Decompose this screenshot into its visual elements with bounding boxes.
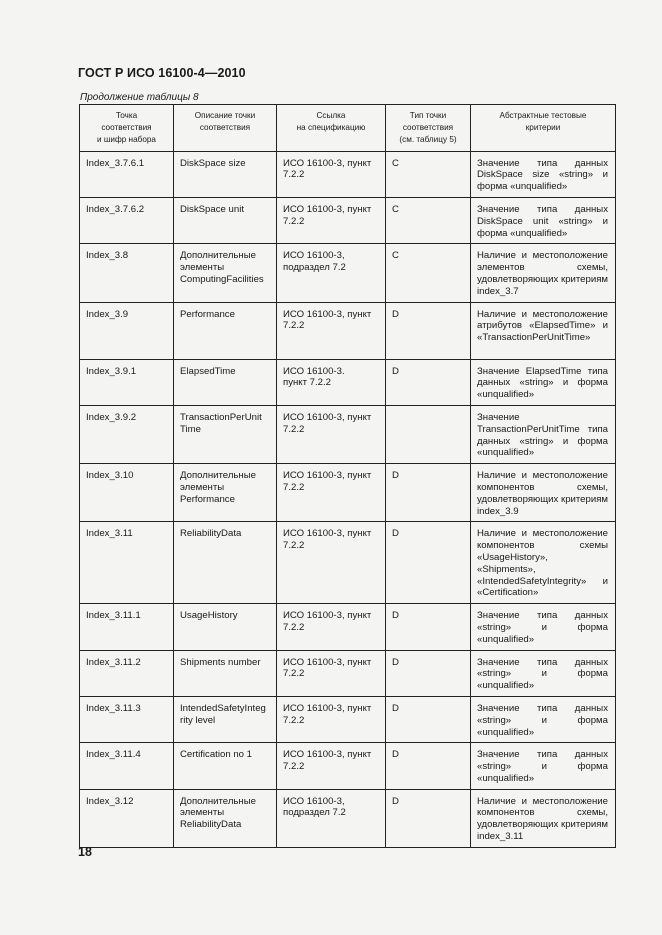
cell-criteria: Значение типа данных «string» и форма «unqualified» [471,650,616,696]
cell-id: Index_3.8 [80,244,174,302]
cell-reference: ИСО 16100-3, пункт 7.2.2 [277,198,386,244]
column-header-criteria: Абстрактные тестовые критерии [471,105,616,152]
cell-description: DiskSpace size [174,151,277,197]
cell-reference: ИСО 16100-3, пункт 7.2.2 [277,696,386,742]
column-header-reference: Ссылка на спецификацию [277,105,386,152]
cell-criteria: Значение типа данных DiskSpace size «string» и форма «unqualified» [471,151,616,197]
cell-reference: ИСО 16100-3, пункт 7.2.2 [277,151,386,197]
cell-criteria: Наличие и местоположение элементов схемы, удовлетворяющих критериям index_3.7 [471,244,616,302]
cell-description: Дополнительные элементы ComputingFacilities [174,244,277,302]
cell-type: D [386,464,471,522]
cell-type: D [386,604,471,650]
cell-id: Index_3.12 [80,789,174,847]
table-row [80,198,616,244]
table-row [80,604,616,650]
cell-type: D [386,696,471,742]
cell-id: Index_3.9.2 [80,405,174,463]
cell-reference: ИСО 16100-3, пункт 7.2.2 [277,650,386,696]
cell-type: D [386,650,471,696]
table-row [80,696,616,742]
cell-type [386,405,471,463]
column-header-description: Описание точки соответствия [174,105,277,152]
cell-description: Дополнительные элементы Performance [174,464,277,522]
cell-criteria: Наличие и местоположение компонентов схемы, удовлетворяющих критериям index_3.9 [471,464,616,522]
cell-criteria: Значение типа данных «string» и форма «unqualified» [471,743,616,789]
cell-description: DiskSpace unit [174,198,277,244]
cell-reference: ИСО 16100-3, пункт 7.2.2 [277,302,386,359]
cell-description: TransactionPerUnit Time [174,405,277,463]
table-row [80,244,616,302]
cell-criteria: Наличие и местоположение атрибутов «ElapsedTime» и «TransactionPerUnitTime» [471,302,616,359]
cell-type: D [386,743,471,789]
cell-reference: ИСО 16100-3, пункт 7.2.2 [277,522,386,604]
cell-type: D [386,302,471,359]
cell-id: Index_3.11.1 [80,604,174,650]
cell-description: IntendedSafetyInteg rity level [174,696,277,742]
cell-id: Index_3.9.1 [80,359,174,405]
table-row [80,464,616,522]
cell-description: Performance [174,302,277,359]
cell-criteria: Наличие и местоположение компонентов схемы «UsageHistory», «Shipments», «IntendedSafetyIntegrity» и «Certification» [471,522,616,604]
table-row [80,302,616,359]
cell-description: Дополнительные элементы ReliabilityData [174,789,277,847]
cell-reference: ИСО 16100-3. пункт 7.2.2 [277,359,386,405]
cell-id: Index_3.11 [80,522,174,604]
cell-reference: ИСО 16100-3, пункт 7.2.2 [277,743,386,789]
cell-description: ElapsedTime [174,359,277,405]
cell-id: Index_3.7.6.2 [80,198,174,244]
cell-type: D [386,522,471,604]
cell-reference: ИСО 16100-3, пункт 7.2.2 [277,405,386,463]
cell-criteria: Наличие и местоположение компонентов схемы, удовлетворяющих критериям index_3.11 [471,789,616,847]
cell-reference: ИСО 16100-3, пункт 7.2.2 [277,604,386,650]
table-header-row [80,105,616,152]
cell-reference: ИСО 16100-3, подраздел 7.2 [277,789,386,847]
cell-id: Index_3.11.3 [80,696,174,742]
cell-type: C [386,198,471,244]
table-caption: Продолжение таблицы 8 [80,92,199,103]
conformance-table [79,104,616,848]
cell-description: Shipments number [174,650,277,696]
cell-type: D [386,789,471,847]
cell-criteria: Значение ElapsedTime типа данных «string» и форма «unqualified» [471,359,616,405]
cell-id: Index_3.11.4 [80,743,174,789]
cell-type: C [386,151,471,197]
cell-description: Certification no 1 [174,743,277,789]
table-row [80,650,616,696]
table-row [80,151,616,197]
cell-criteria: Значение типа данных «string» и форма «unqualified» [471,696,616,742]
cell-id: Index_3.9 [80,302,174,359]
cell-reference: ИСО 16100-3, пункт 7.2.2 [277,464,386,522]
cell-type: C [386,244,471,302]
page-number: 18 [78,845,92,859]
cell-criteria: Значение TransactionPerUnitTime типа данных «string» и форма «unqualified» [471,405,616,463]
column-header-id: Точка соответствия и шифр набора [80,105,174,152]
table-row [80,405,616,463]
table-row [80,789,616,847]
cell-id: Index_3.7.6.1 [80,151,174,197]
table-row [80,743,616,789]
cell-id: Index_3.11.2 [80,650,174,696]
cell-criteria: Значение типа данных «string» и форма «unqualified» [471,604,616,650]
table-row [80,359,616,405]
cell-reference: ИСО 16100-3, подраздел 7.2 [277,244,386,302]
cell-description: ReliabilityData [174,522,277,604]
cell-description: UsageHistory [174,604,277,650]
document-header: ГОСТ Р ИСО 16100-4—2010 [78,66,246,80]
column-header-type: Тип точки соответствия (см. таблицу 5) [386,105,471,152]
table-row [80,522,616,604]
cell-id: Index_3.10 [80,464,174,522]
cell-criteria: Значение типа данных DiskSpace unit «string» и форма «unqualified» [471,198,616,244]
cell-type: D [386,359,471,405]
